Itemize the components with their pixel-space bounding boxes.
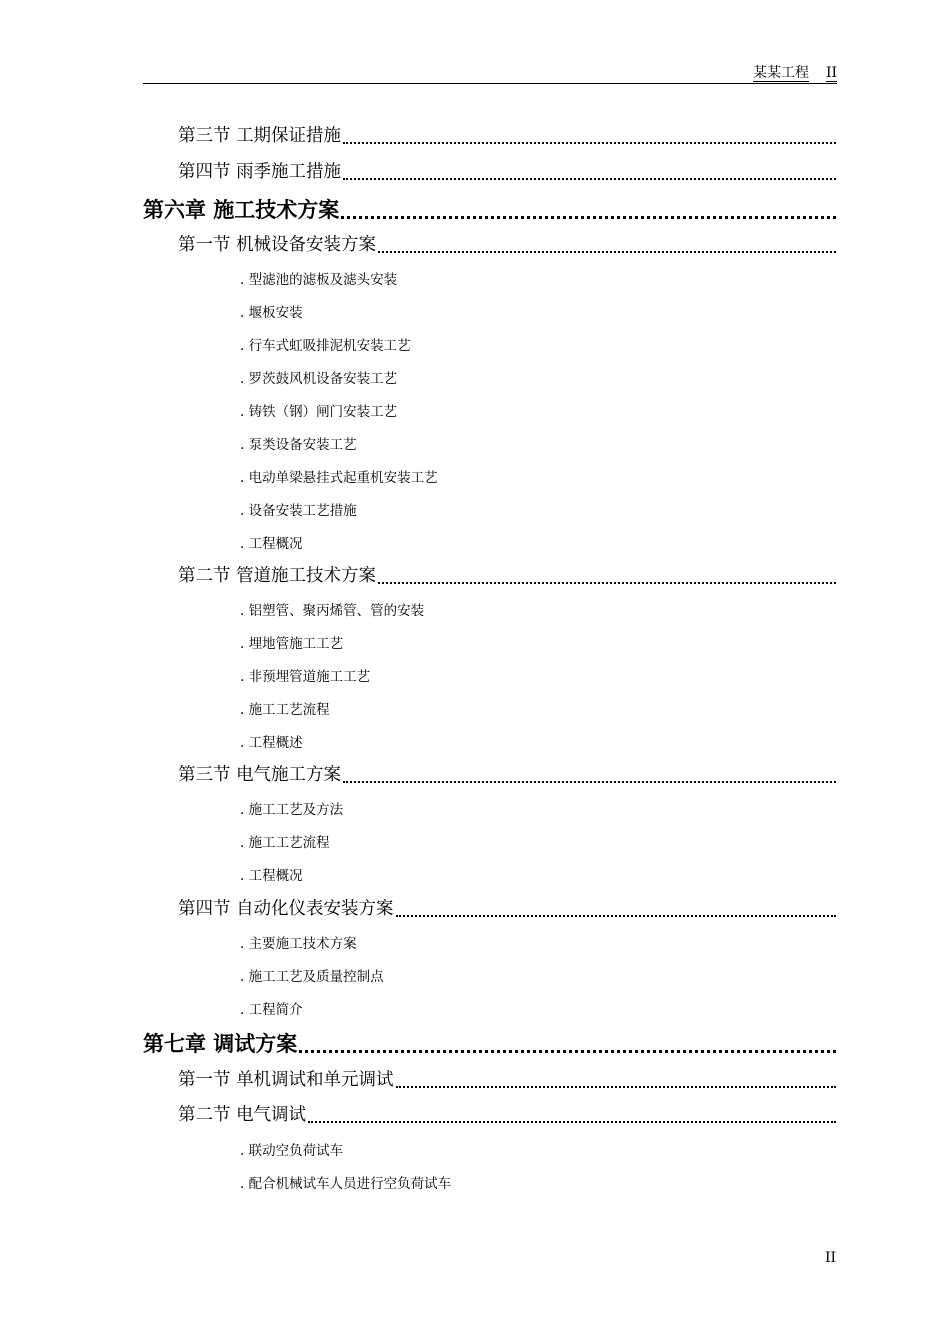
toc-entry-text: . 行车式虹吸排泥机安装工艺 xyxy=(240,338,411,354)
toc-sub-entry[interactable] xyxy=(240,733,303,753)
toc-dot-leader xyxy=(396,915,836,917)
toc-sub-entry[interactable] xyxy=(240,336,411,356)
toc-dot-leader xyxy=(299,1050,836,1053)
toc-section-entry[interactable] xyxy=(178,160,836,184)
toc-entry-text: . 罗茨鼓风机设备安装工艺 xyxy=(240,371,398,387)
toc-chapter-entry[interactable] xyxy=(143,196,836,224)
header-title: 某某工程 xyxy=(753,65,809,81)
toc-sub-entry[interactable] xyxy=(240,601,424,621)
toc-entry-text: . 主要施工技术方案 xyxy=(240,936,357,952)
toc-entry-text: . 铸铁（钢）闸门安装工艺 xyxy=(240,404,398,420)
toc-dot-leader xyxy=(378,582,836,584)
toc-entry-text: 第一节 机械设备安装方案 xyxy=(178,235,377,255)
toc-entry-text: . 型滤池的滤板及滤头安装 xyxy=(240,272,398,288)
toc-sub-entry[interactable] xyxy=(240,303,303,323)
toc-entry-text: 第一节 单机调试和单元调试 xyxy=(178,1070,394,1090)
toc-entry-text: 第四节 自动化仪表安装方案 xyxy=(178,899,394,919)
toc-entry-text: . 工程简介 xyxy=(240,1002,303,1018)
toc-entry-text: . 工程概况 xyxy=(240,536,303,552)
toc-sub-entry[interactable] xyxy=(240,435,357,455)
toc-section-entry[interactable] xyxy=(178,1103,836,1127)
toc-entry-text: . 施工工艺及方法 xyxy=(240,802,344,818)
toc-dot-leader xyxy=(308,1121,836,1123)
toc-entry-text: . 联动空负荷试车 xyxy=(240,1143,344,1159)
toc-entry-text: 第二节 电气调试 xyxy=(178,1105,307,1125)
toc-sub-entry[interactable] xyxy=(240,501,357,521)
toc-entry-text: . 设备安装工艺措施 xyxy=(240,503,357,519)
toc-section-entry[interactable] xyxy=(178,763,836,787)
toc-sub-entry[interactable] xyxy=(240,1174,451,1194)
toc-dot-leader xyxy=(378,251,836,253)
toc-section-entry[interactable] xyxy=(178,124,836,148)
toc-dot-leader xyxy=(343,781,836,783)
toc-sub-entry[interactable] xyxy=(240,800,343,820)
toc-section-entry[interactable] xyxy=(178,897,836,921)
toc-entry-text: . 施工工艺及质量控制点 xyxy=(240,969,384,985)
toc-sub-entry[interactable] xyxy=(240,833,330,853)
toc-sub-entry[interactable] xyxy=(240,270,397,290)
toc-entry-text: . 施工工艺流程 xyxy=(240,835,330,851)
toc-section-entry[interactable] xyxy=(178,564,836,588)
toc-entry-text: . 电动单梁悬挂式起重机安装工艺 xyxy=(240,470,438,486)
toc-entry-text: . 工程概况 xyxy=(240,868,303,884)
toc-sub-entry[interactable] xyxy=(240,934,357,954)
toc-entry-text: . 施工工艺流程 xyxy=(240,702,330,718)
header-page-number: II xyxy=(825,65,837,81)
toc-entry-text: 第四节 雨季施工措施 xyxy=(178,162,342,182)
toc-dot-leader xyxy=(343,142,836,144)
toc-sub-entry[interactable] xyxy=(240,866,303,886)
toc-entry-text: 第三节 工期保证措施 xyxy=(178,126,342,146)
toc-entry-text: . 堰板安装 xyxy=(240,305,303,321)
page-header xyxy=(143,62,837,84)
toc-sub-entry[interactable] xyxy=(240,1141,343,1161)
toc-entry-text: . 工程概述 xyxy=(240,735,303,751)
toc-sub-entry[interactable] xyxy=(240,402,397,422)
toc-entry-text: 第七章 调试方案 xyxy=(143,1031,298,1056)
toc-sub-entry[interactable] xyxy=(240,1000,303,1020)
toc-entry-text: . 埋地管施工工艺 xyxy=(240,636,344,652)
toc-sub-entry[interactable] xyxy=(240,468,438,488)
toc-sub-entry[interactable] xyxy=(240,667,370,687)
toc-dot-leader xyxy=(396,1086,836,1088)
header-rule xyxy=(143,83,837,84)
toc-entry-text: . 铝塑管、聚丙烯管、管的安装 xyxy=(240,603,425,619)
toc-entry-text: . 配合机械试车人员进行空负荷试车 xyxy=(240,1176,452,1192)
toc-dot-leader xyxy=(341,216,836,219)
toc-sub-entry[interactable] xyxy=(240,369,397,389)
toc-sub-entry[interactable] xyxy=(240,534,303,554)
toc-entry-text: 第六章 施工技术方案 xyxy=(143,197,340,222)
toc-chapter-entry[interactable] xyxy=(143,1030,836,1058)
toc-entry-text: 第三节 电气施工方案 xyxy=(178,765,342,785)
toc-section-entry[interactable] xyxy=(178,1068,836,1092)
footer-page-number: II xyxy=(824,1250,836,1266)
toc-entry-text: . 非预埋管道施工工艺 xyxy=(240,669,371,685)
toc-sub-entry[interactable] xyxy=(240,700,330,720)
toc-sub-entry[interactable] xyxy=(240,967,384,987)
toc-entry-text: 第二节 管道施工技术方案 xyxy=(178,566,377,586)
toc-dot-leader xyxy=(343,178,836,180)
toc-section-entry[interactable] xyxy=(178,233,836,257)
toc-sub-entry[interactable] xyxy=(240,634,343,654)
toc-entry-text: . 泵类设备安装工艺 xyxy=(240,437,357,453)
